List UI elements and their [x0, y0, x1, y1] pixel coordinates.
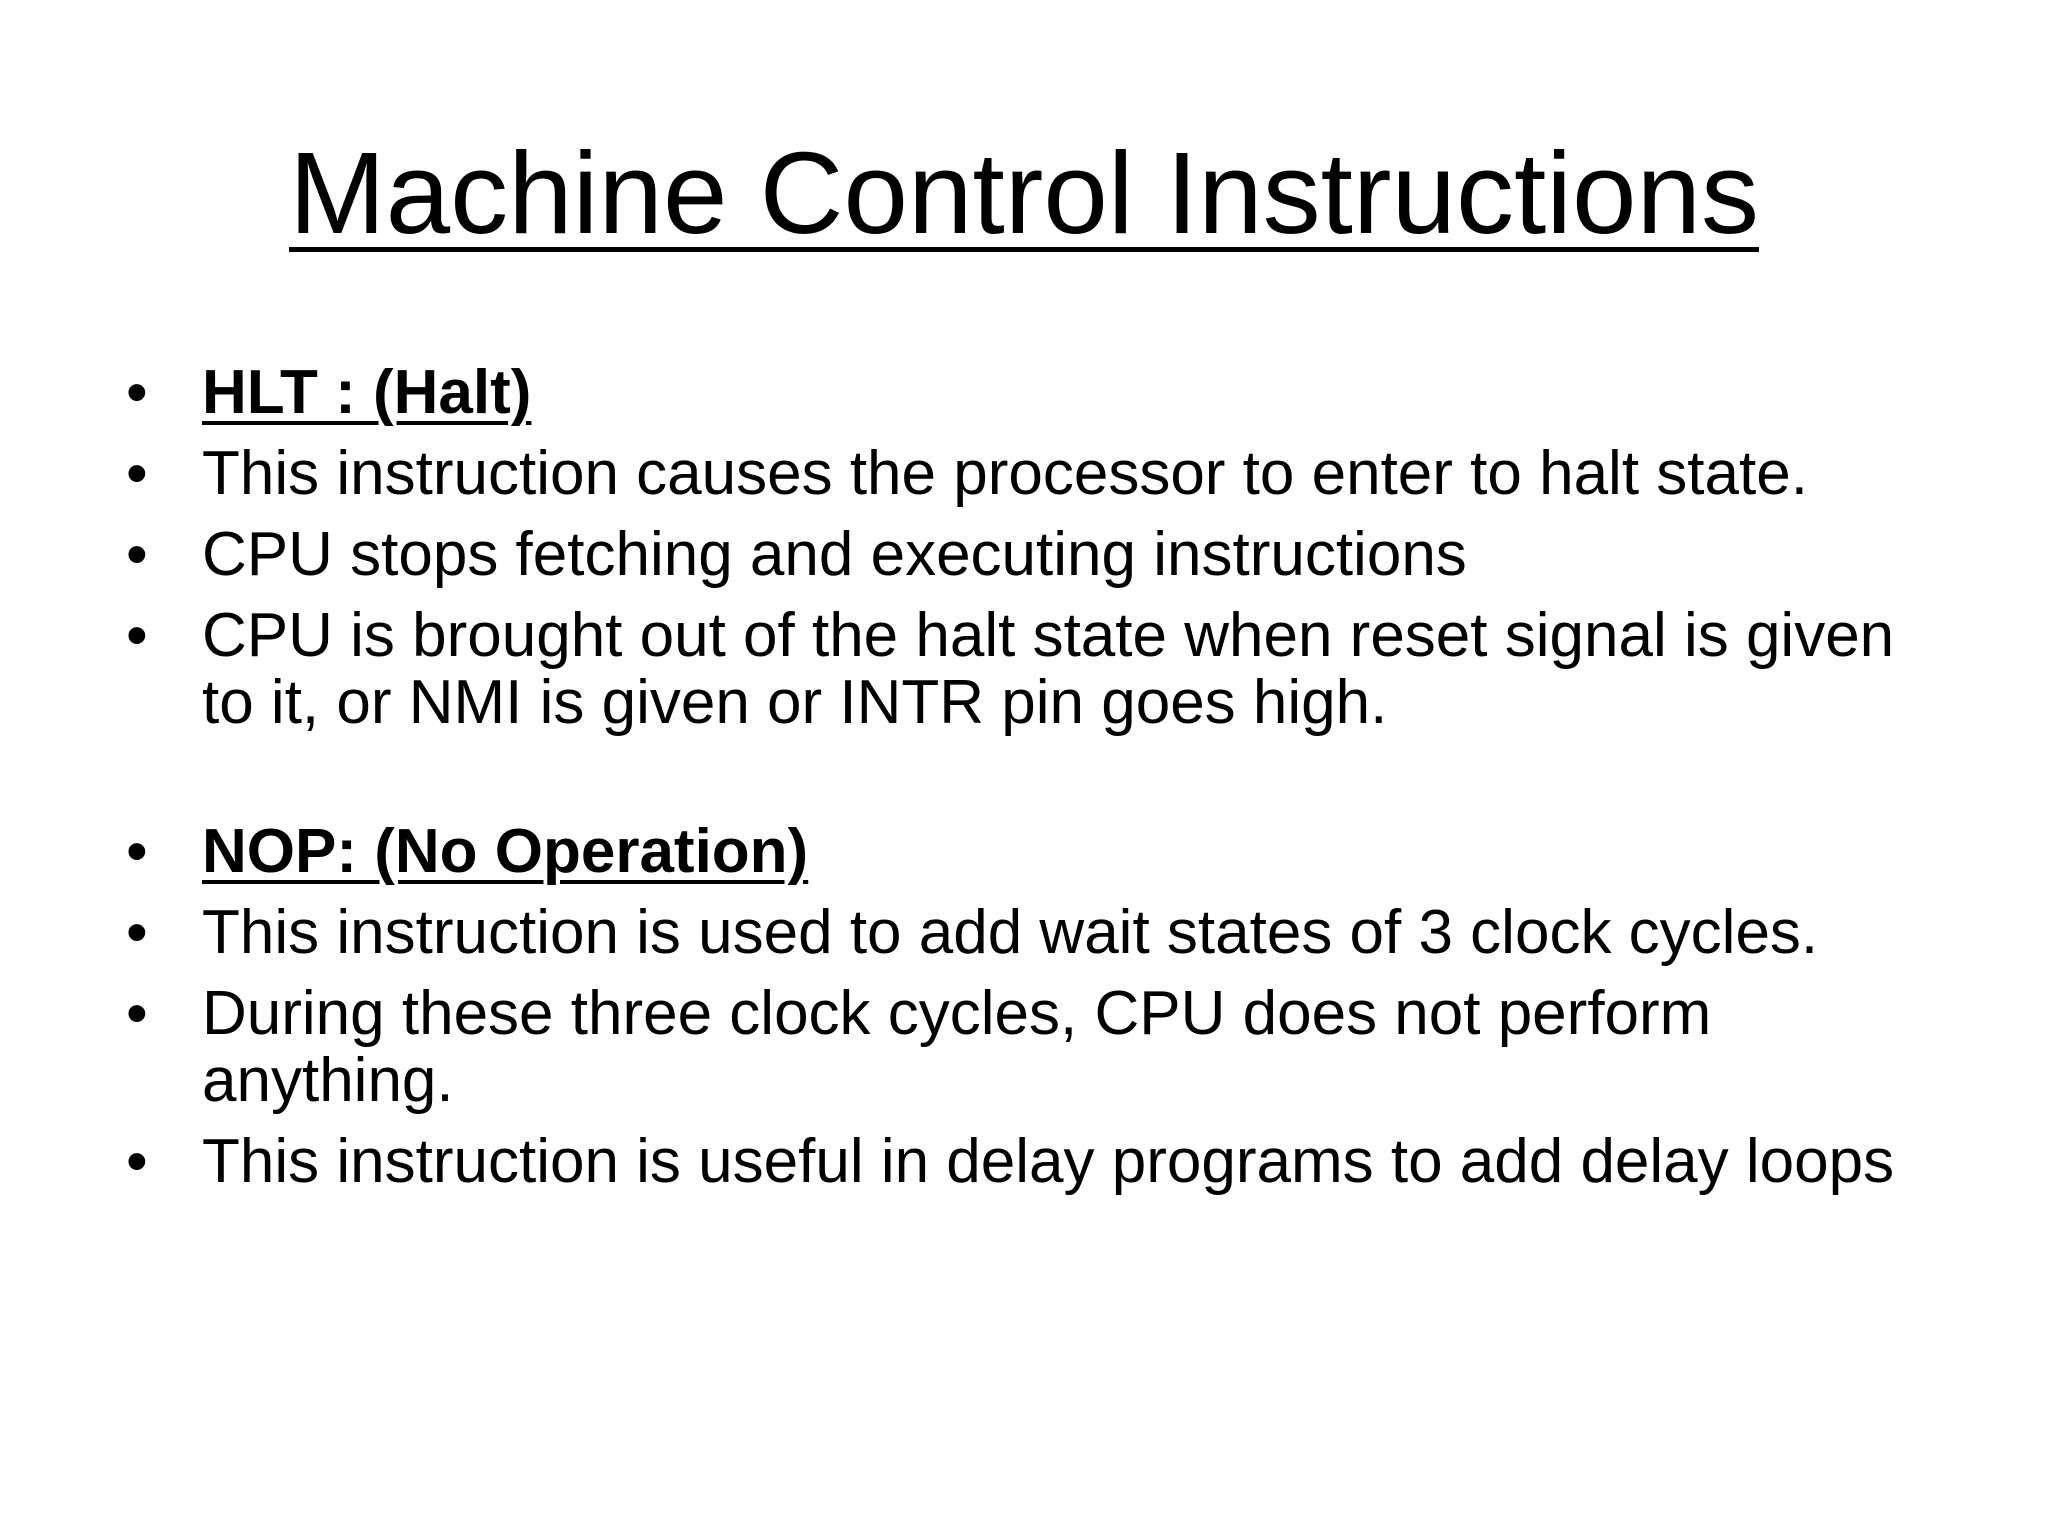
bullet-dot-icon: • — [126, 978, 148, 1048]
bullet-text: NOP: (No Operation) — [202, 816, 809, 886]
bullet-text: CPU stops fetching and executing instructions — [202, 519, 1467, 589]
bullet-text: CPU is brought out of the halt state when reset signal is given to it, or NMI is given or INTR pin goes high. — [202, 600, 1895, 737]
bullet-text: HLT : (Halt) — [202, 358, 532, 427]
bullet-item — [120, 600, 1950, 737]
bullet-dot-icon: • — [126, 897, 148, 967]
bullet-item-hlt-heading — [120, 360, 1950, 427]
bullet-text: This instruction is useful in delay programs to add delay loops — [202, 1126, 1895, 1196]
bullet-item — [120, 978, 1950, 1115]
bullet-item-nop-heading — [120, 816, 1950, 886]
bullet-item — [120, 438, 1950, 508]
bullet-dot-icon: • — [126, 438, 148, 508]
bullet-dot-icon: • — [126, 816, 148, 886]
bullet-list — [120, 360, 1950, 1210]
bullet-dot-icon: • — [126, 600, 148, 670]
slide-title — [0, 130, 2048, 258]
bullet-text: This instruction causes the processor to enter to halt state. — [202, 438, 1808, 508]
bullet-item — [120, 897, 1950, 967]
bullet-dot-icon: • — [126, 358, 148, 427]
bullet-item — [120, 1126, 1950, 1196]
bullet-item — [120, 519, 1950, 589]
slide-title-text: Machine Control Instructions — [289, 128, 1759, 258]
bullet-text: During these three clock cycles, CPU does not perform anything. — [202, 978, 1712, 1115]
bullet-dot-icon: • — [126, 1126, 148, 1196]
bullet-text: This instruction is used to add wait states of 3 clock cycles. — [202, 897, 1819, 967]
bullet-dot-icon: • — [126, 519, 148, 589]
